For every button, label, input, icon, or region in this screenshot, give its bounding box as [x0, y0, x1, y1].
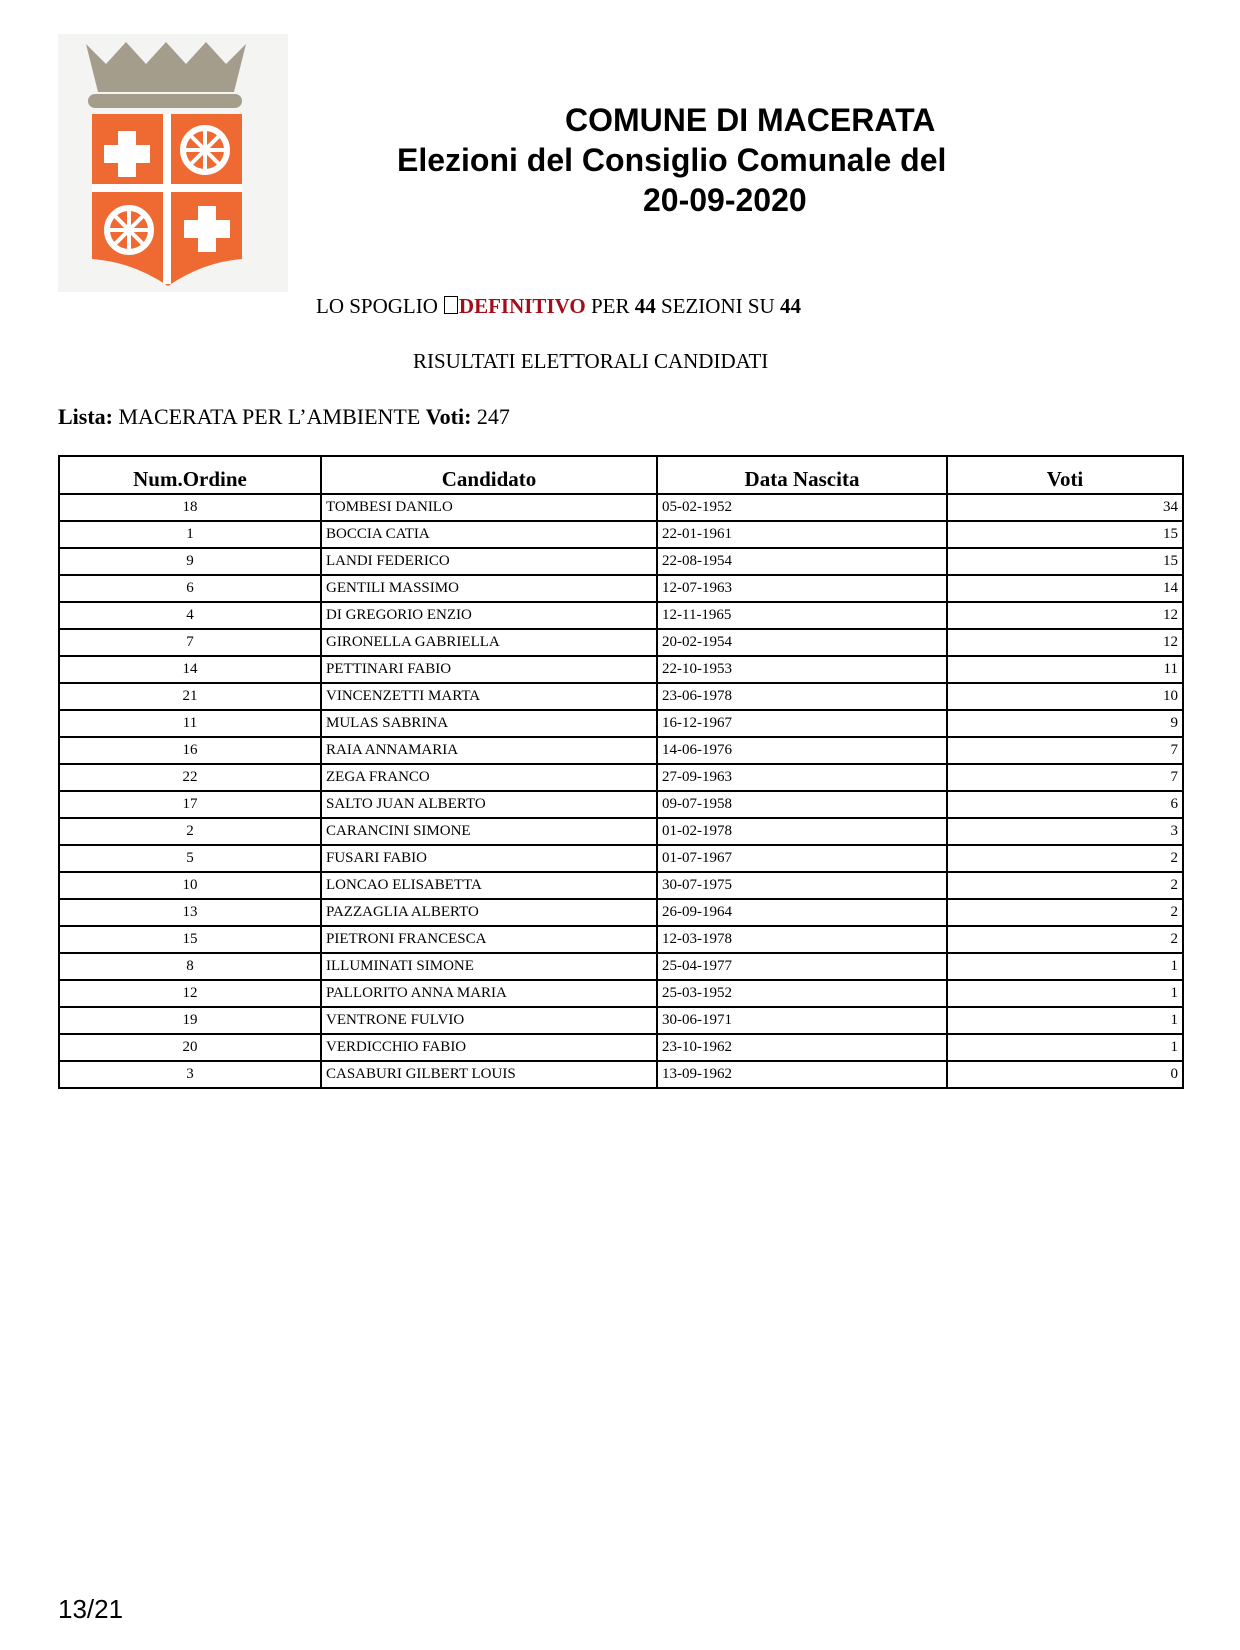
header-candidato: Candidato	[321, 456, 657, 494]
cell-candidato: GENTILI MASSIMO	[321, 575, 657, 602]
cell-num-ordine: 21	[59, 683, 321, 710]
cell-data-nascita: 13-09-1962	[657, 1061, 947, 1088]
cell-voti: 7	[947, 737, 1183, 764]
cell-num-ordine: 2	[59, 818, 321, 845]
cell-num-ordine: 6	[59, 575, 321, 602]
table-row	[59, 656, 1183, 683]
cell-data-nascita: 12-03-1978	[657, 926, 947, 953]
cell-num-ordine: 9	[59, 548, 321, 575]
table-row	[59, 1061, 1183, 1088]
candidates-table	[58, 455, 1184, 1089]
cell-voti: 3	[947, 818, 1183, 845]
cell-candidato: VENTRONE FULVIO	[321, 1007, 657, 1034]
cell-num-ordine: 1	[59, 521, 321, 548]
cell-data-nascita: 01-02-1978	[657, 818, 947, 845]
table-body	[59, 494, 1183, 1088]
cell-data-nascita: 30-07-1975	[657, 872, 947, 899]
sections-total: 44	[779, 294, 801, 318]
cell-data-nascita: 20-02-1954	[657, 629, 947, 656]
status-per: PER	[590, 294, 630, 318]
municipality-title: COMUNE DI MACERATA	[565, 102, 936, 138]
table-row	[59, 845, 1183, 872]
cell-data-nascita: 25-03-1952	[657, 980, 947, 1007]
cell-candidato: ILLUMINATI SIMONE	[321, 953, 657, 980]
cell-candidato: PIETRONI FRANCESCA	[321, 926, 657, 953]
table-header-row	[59, 456, 1183, 494]
cell-voti: 34	[947, 494, 1183, 521]
table-row	[59, 926, 1183, 953]
cell-voti: 10	[947, 683, 1183, 710]
cell-voti: 2	[947, 926, 1183, 953]
table-row	[59, 737, 1183, 764]
cell-voti: 2	[947, 845, 1183, 872]
cell-data-nascita: 22-10-1953	[657, 656, 947, 683]
cell-num-ordine: 4	[59, 602, 321, 629]
cell-voti: 1	[947, 980, 1183, 1007]
cell-candidato: TOMBESI DANILO	[321, 494, 657, 521]
cell-num-ordine: 17	[59, 791, 321, 818]
cell-candidato: LANDI FEDERICO	[321, 548, 657, 575]
checkbox-glyph-icon	[444, 296, 458, 314]
count-status	[316, 294, 801, 319]
cell-num-ordine: 8	[59, 953, 321, 980]
cell-voti: 1	[947, 953, 1183, 980]
cell-data-nascita: 16-12-1967	[657, 710, 947, 737]
cell-candidato: SALTO JUAN ALBERTO	[321, 791, 657, 818]
list-summary	[58, 404, 510, 430]
cell-candidato: CASABURI GILBERT LOUIS	[321, 1061, 657, 1088]
cell-voti: 0	[947, 1061, 1183, 1088]
header-num-ordine: Num.Ordine	[59, 456, 321, 494]
cell-candidato: PALLORITO ANNA MARIA	[321, 980, 657, 1007]
table-row	[59, 494, 1183, 521]
sections-label: SEZIONI SU	[660, 294, 775, 318]
cell-voti: 1	[947, 1007, 1183, 1034]
lista-label: Lista:	[58, 404, 113, 429]
cell-num-ordine: 20	[59, 1034, 321, 1061]
cell-num-ordine: 19	[59, 1007, 321, 1034]
cell-candidato: LONCAO ELISABETTA	[321, 872, 657, 899]
header-data-nascita: Data Nascita	[657, 456, 947, 494]
cell-candidato: DI GREGORIO ENZIO	[321, 602, 657, 629]
cell-data-nascita: 23-06-1978	[657, 683, 947, 710]
cell-num-ordine: 15	[59, 926, 321, 953]
table-row	[59, 764, 1183, 791]
cell-data-nascita: 26-09-1964	[657, 899, 947, 926]
cell-candidato: FUSARI FABIO	[321, 845, 657, 872]
cell-voti: 15	[947, 548, 1183, 575]
cell-voti: 15	[947, 521, 1183, 548]
voti-label: Voti:	[425, 404, 472, 429]
cell-data-nascita: 27-09-1963	[657, 764, 947, 791]
coat-of-arms-logo	[58, 34, 288, 292]
cell-candidato: PAZZAGLIA ALBERTO	[321, 899, 657, 926]
cell-candidato: VERDICCHIO FABIO	[321, 1034, 657, 1061]
sections-done: 44	[634, 294, 656, 318]
cell-data-nascita: 01-07-1967	[657, 845, 947, 872]
cell-data-nascita: 09-07-1958	[657, 791, 947, 818]
cell-data-nascita: 25-04-1977	[657, 953, 947, 980]
status-state: DEFINITIVO	[458, 294, 586, 318]
cell-num-ordine: 7	[59, 629, 321, 656]
table-row	[59, 899, 1183, 926]
cell-voti: 2	[947, 899, 1183, 926]
table-row	[59, 953, 1183, 980]
cell-num-ordine: 10	[59, 872, 321, 899]
cell-candidato: GIRONELLA GABRIELLA	[321, 629, 657, 656]
cell-candidato: CARANCINI SIMONE	[321, 818, 657, 845]
cell-data-nascita: 12-11-1965	[657, 602, 947, 629]
cell-voti: 11	[947, 656, 1183, 683]
table-row	[59, 791, 1183, 818]
cell-num-ordine: 16	[59, 737, 321, 764]
page-number: 13/21	[58, 1594, 124, 1624]
cell-candidato: PETTINARI FABIO	[321, 656, 657, 683]
table-row	[59, 521, 1183, 548]
cell-voti: 12	[947, 629, 1183, 656]
cell-data-nascita: 05-02-1952	[657, 494, 947, 521]
cell-voti: 6	[947, 791, 1183, 818]
table-row	[59, 980, 1183, 1007]
cell-candidato: RAIA ANNAMARIA	[321, 737, 657, 764]
table-row	[59, 629, 1183, 656]
table-row	[59, 548, 1183, 575]
cell-candidato: BOCCIA CATIA	[321, 521, 657, 548]
election-title: Elezioni del Consiglio Comunale del	[397, 142, 947, 178]
table-row	[59, 710, 1183, 737]
header-voti: Voti	[947, 456, 1183, 494]
cell-voti: 7	[947, 764, 1183, 791]
cell-candidato: MULAS SABRINA	[321, 710, 657, 737]
cell-voti: 12	[947, 602, 1183, 629]
cell-num-ordine: 11	[59, 710, 321, 737]
cell-num-ordine: 18	[59, 494, 321, 521]
cell-candidato: VINCENZETTI MARTA	[321, 683, 657, 710]
results-subtitle: RISULTATI ELETTORALI CANDIDATI	[413, 349, 769, 373]
table-row	[59, 1007, 1183, 1034]
cell-data-nascita: 30-06-1971	[657, 1007, 947, 1034]
election-date: 20-09-2020	[643, 182, 807, 218]
cell-data-nascita: 12-07-1963	[657, 575, 947, 602]
status-prefix: LO SPOGLIO	[316, 294, 438, 318]
table-row	[59, 683, 1183, 710]
cell-voti: 1	[947, 1034, 1183, 1061]
list-votes: 247	[476, 404, 510, 429]
cell-voti: 2	[947, 872, 1183, 899]
table-row	[59, 575, 1183, 602]
table-row	[59, 1034, 1183, 1061]
cell-data-nascita: 22-08-1954	[657, 548, 947, 575]
cell-num-ordine: 14	[59, 656, 321, 683]
cell-num-ordine: 5	[59, 845, 321, 872]
list-name: MACERATA PER L’AMBIENTE	[118, 404, 421, 429]
cell-num-ordine: 12	[59, 980, 321, 1007]
cell-num-ordine: 22	[59, 764, 321, 791]
cell-num-ordine: 3	[59, 1061, 321, 1088]
table-row	[59, 872, 1183, 899]
cell-voti: 14	[947, 575, 1183, 602]
cell-data-nascita: 23-10-1962	[657, 1034, 947, 1061]
cell-voti: 9	[947, 710, 1183, 737]
cell-data-nascita: 14-06-1976	[657, 737, 947, 764]
table-row	[59, 602, 1183, 629]
cell-data-nascita: 22-01-1961	[657, 521, 947, 548]
cell-candidato: ZEGA FRANCO	[321, 764, 657, 791]
table-row	[59, 818, 1183, 845]
cell-num-ordine: 13	[59, 899, 321, 926]
